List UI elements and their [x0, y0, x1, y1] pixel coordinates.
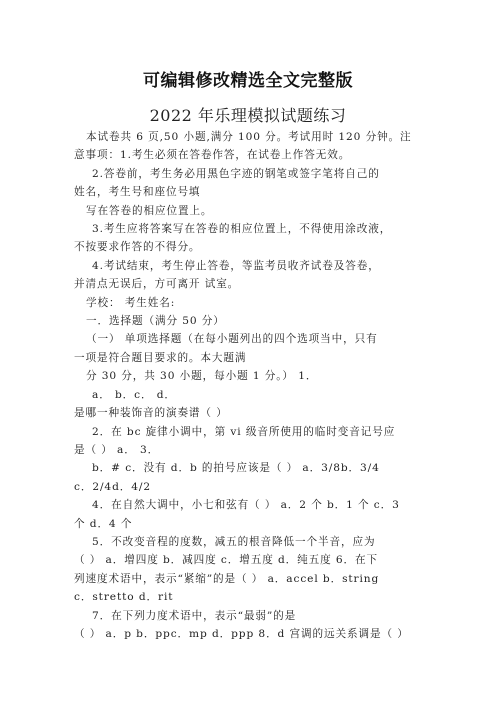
text-line: 写在答卷的相应位置上。	[86, 204, 213, 217]
text-line: 2.答卷前，考生务必用黑色字迹的钢笔或签字笔将自己的	[92, 167, 380, 180]
text-line: 本试卷共 6 页,50 小题,满分 100 分。考试用时 120 分钟。注	[86, 131, 412, 143]
text-line: 学校： 考生姓名:	[86, 296, 176, 309]
text-line: 4.考试结束，考生停止答卷，等监考员收齐试卷及答卷，	[92, 259, 380, 272]
section-heading: 一．选择题（满分 50 分）	[86, 315, 225, 328]
text-line: 2．在 bc 旋律小调中，第 vi 级音所使用的临时变音记号应	[92, 425, 396, 438]
text-line: 是哪一种装饰音的演奏谱（ ）	[74, 407, 228, 420]
text-line: （ ） a．p b．ppc．mp d．ppp 8．d 宫调的远关系调是（ ）	[74, 627, 409, 640]
text-line: 个 d．4 个	[74, 517, 133, 530]
text-line: 分 30 分，共 30 小题，每小题 1 分。） 1．	[86, 370, 318, 383]
text-line: （ ） a．增四度 b．减四度 c．增五度 d．纯五度 6．在下	[74, 554, 379, 567]
text-line: 4．在自然大调中，小七和弦有（ ） a．2 个 b．1 个 c．3	[92, 499, 400, 512]
text-line: 并清点无误后，方可离开 试室。	[74, 278, 240, 291]
text-line: c．2/4d．4/2	[74, 480, 152, 493]
text-line: 不按要求作答的不得分。	[74, 241, 201, 254]
text-line: 意事项：1.考生必须在答卷作答，在试卷上作答无效。	[74, 149, 351, 162]
text-line: 5．不改变音程的度数，减五的根音降低一个半音，应为	[92, 535, 376, 548]
text-line: c．stretto d．rit	[74, 591, 174, 604]
text-line: 是（ ） a． 3．	[74, 443, 160, 456]
text-line: 一项是符合题目要求的。本大题满	[74, 351, 247, 364]
text-line: 7．在下列力度术语中，表示“最弱”的是	[92, 609, 297, 622]
document-body	[74, 128, 426, 643]
text-line: 3.考生应将答案写在答卷的相应位置上，不得使用涂改液，	[92, 223, 392, 236]
text-line: （一） 单项选择题（在每小题列出的四个选项当中，只有	[86, 333, 378, 346]
text-line: b．# c．没有 d．b 的拍号应该是（ ） a．3/8b．3/4	[92, 462, 380, 475]
text-line: 列速度术语中，表示“紧缩”的是（ ） a．accel b．string	[74, 572, 380, 585]
exam-title: 2022 年乐理模拟试题练习	[149, 106, 347, 125]
banner-title: 可编辑修改精选全文完整版	[143, 71, 353, 91]
text-line: 姓名，考生号和座位号填	[74, 186, 201, 199]
text-line: a． b．c． d．	[92, 388, 176, 401]
